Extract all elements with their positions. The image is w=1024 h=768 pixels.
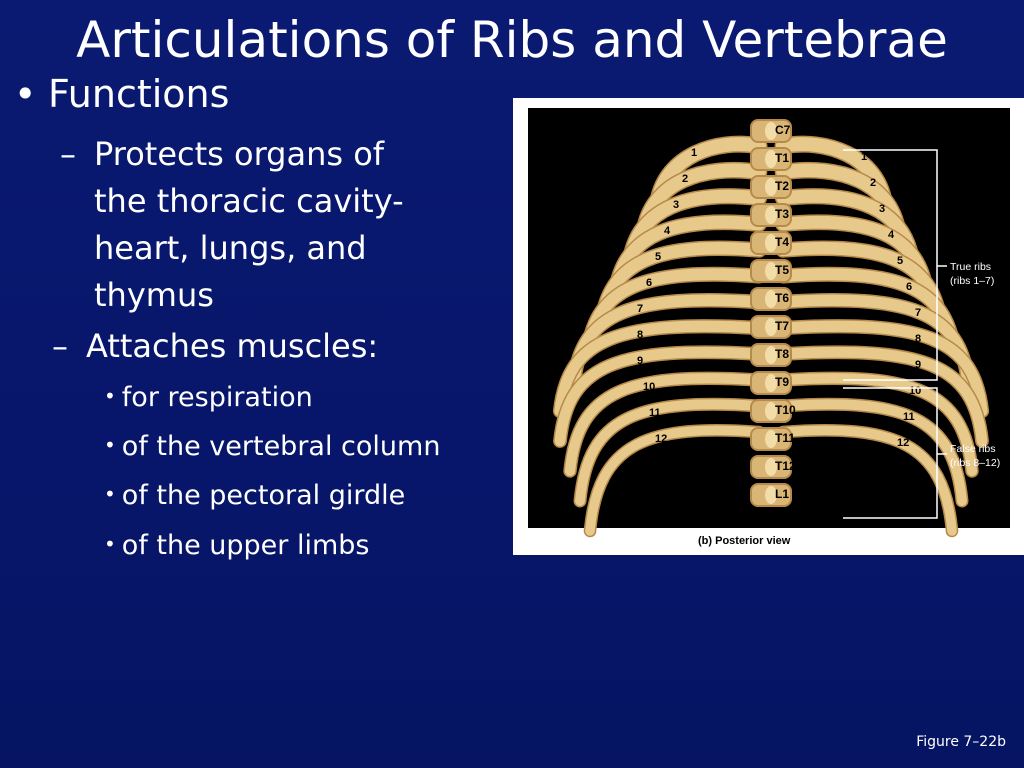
muscle-item-text: for respiration: [121, 382, 313, 413]
sub-bullet-protects: [60, 131, 480, 319]
rib-number: 1: [691, 147, 698, 159]
vertebra-label: T12: [775, 459, 796, 473]
protects-line-4: thymus: [94, 276, 214, 314]
muscle-item-text: of the upper limbs: [121, 530, 370, 561]
bullet-dot-icon: •: [14, 72, 37, 116]
vertebra-label: T11: [775, 431, 796, 445]
rib-number: 1: [861, 151, 868, 163]
slide-title: Articulations of Ribs and Vertebrae: [76, 11, 948, 69]
rib-number: 8: [637, 329, 644, 341]
attaches-text: Attaches muscles:: [86, 327, 379, 365]
bullet-dot-icon: •: [104, 482, 116, 506]
rib-number: 2: [870, 177, 877, 189]
rib-number: 4: [888, 229, 895, 241]
true-ribs-range: (ribs 1–7): [950, 275, 995, 287]
bullet-functions: [14, 70, 229, 118]
bullet-functions-text: Functions: [48, 72, 230, 116]
rib-number: 3: [673, 199, 680, 211]
vertebra-label: T2: [775, 179, 790, 193]
figure-credit: Figure 7–22b: [916, 734, 1006, 750]
sub-bullet-attaches: [52, 323, 492, 370]
rib-number: 12: [897, 437, 910, 449]
rib-number: 5: [897, 255, 904, 267]
protects-line-1: Protects organs of: [94, 135, 385, 173]
false-ribs-range: (ribs 8–12): [950, 457, 1001, 469]
ribcage-figure: [513, 98, 1024, 555]
muscle-item-2: [104, 429, 440, 466]
muscle-item-4: [104, 528, 370, 565]
muscle-item-1: [104, 380, 313, 417]
bullet-dot-icon: •: [104, 532, 116, 556]
muscle-item-text: of the vertebral column: [121, 431, 441, 462]
figure-caption: (b) Posterior view: [698, 535, 791, 547]
false-ribs-label: False ribs: [950, 443, 996, 455]
vertebra-label: T7: [775, 319, 790, 333]
rib-number: 5: [655, 251, 662, 263]
true-ribs-label: True ribs: [950, 261, 992, 273]
rib-number: 11: [903, 411, 915, 423]
vertebra-label: T3: [775, 207, 790, 221]
dash-icon: –: [52, 327, 68, 365]
muscle-item-text: of the pectoral girdle: [121, 480, 406, 511]
rib-number: 2: [682, 173, 689, 185]
protects-line-2: the thoracic cavity-: [94, 182, 404, 220]
rib-number: 7: [637, 303, 644, 315]
rib-number: 6: [906, 281, 913, 293]
vertebra-label: L1: [775, 487, 790, 501]
bullet-dot-icon: •: [104, 384, 116, 408]
bullet-dot-icon: •: [104, 433, 116, 457]
rib-number: 10: [643, 381, 656, 393]
rib-number: 10: [909, 385, 922, 397]
rib-number: 9: [915, 359, 922, 371]
vertebra-label: T5: [775, 263, 790, 277]
rib-number: 8: [915, 333, 922, 345]
vertebra-label: C7: [775, 123, 791, 137]
rib-number: 11: [649, 407, 661, 419]
ribcage-illustration: [513, 98, 1024, 555]
vertebra-label: T6: [775, 291, 790, 305]
rib-number: 3: [879, 203, 886, 215]
vertebra-label: T1: [775, 151, 790, 165]
dash-icon: –: [60, 135, 76, 173]
vertebra-label: T8: [775, 347, 790, 361]
rib-number: 4: [664, 225, 671, 237]
vertebra-label: T9: [775, 375, 790, 389]
rib-number: 9: [637, 355, 644, 367]
vertebra-label: T10: [775, 403, 796, 417]
rib-number: 6: [646, 277, 653, 289]
protects-line-3: heart, lungs, and: [94, 229, 367, 267]
muscle-item-3: [104, 478, 405, 515]
vertebra-label: T4: [775, 235, 790, 249]
rib-number: 7: [915, 307, 922, 319]
rib-number: 12: [655, 433, 668, 445]
